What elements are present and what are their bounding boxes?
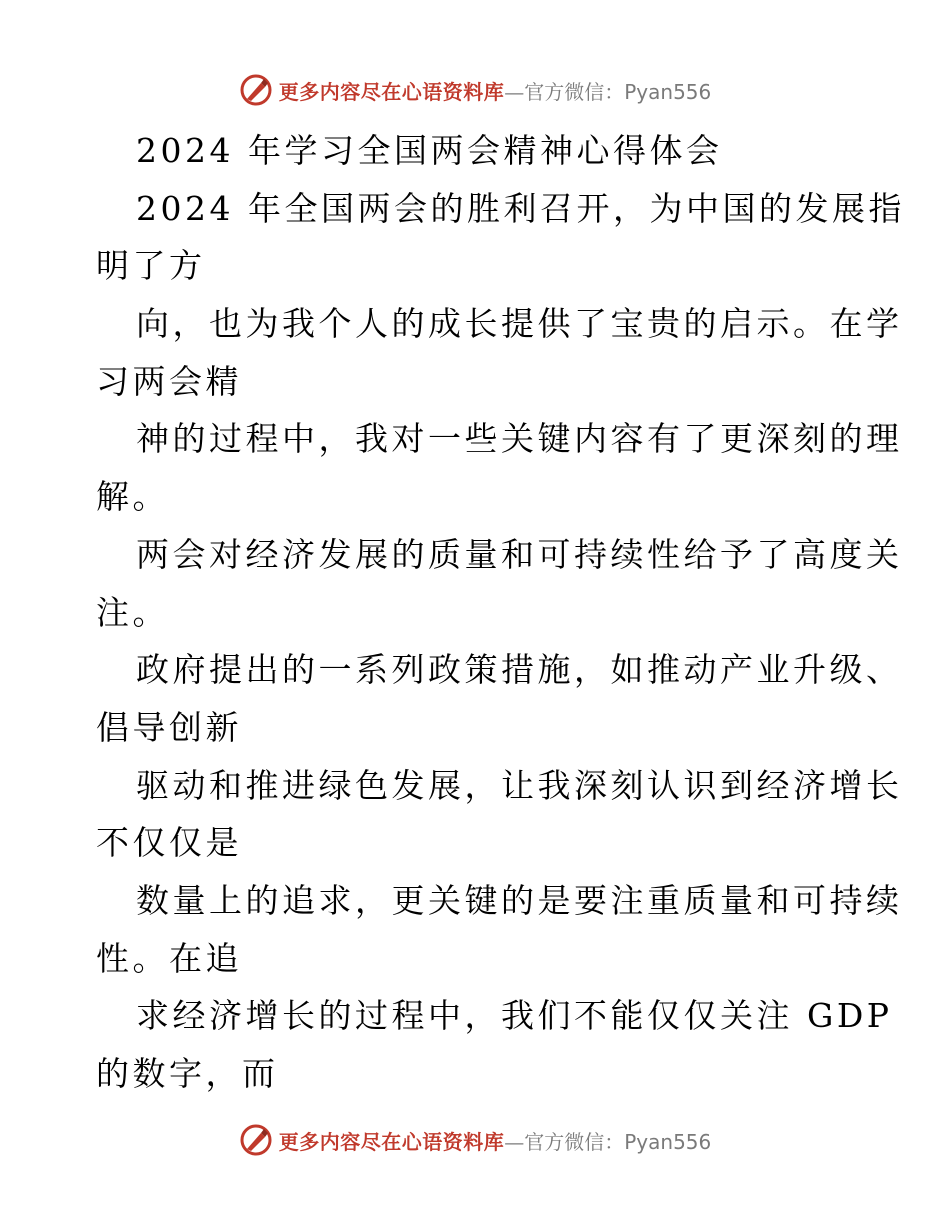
pen-logo-icon — [239, 73, 273, 107]
text-line: 数量上的追求，更关键的是要注重质量和可持续 — [136, 880, 903, 920]
text-line: 注。 — [96, 592, 169, 632]
text-line: 驱动和推进绿色发展，让我深刻认识到经济增长 — [136, 765, 903, 805]
text-line: 不仅仅是 — [96, 823, 242, 863]
text-line: 政府提出的一系列政策措施，如推动产业升级、 — [136, 650, 903, 690]
text-line: 解。 — [96, 477, 169, 517]
pen-logo-icon — [239, 1123, 273, 1157]
banner-gray-text — [504, 1126, 711, 1155]
banner-wechat-id: Pyan556 — [624, 79, 712, 104]
text-line: 2024 年学习全国两会精神心得体会 — [136, 131, 723, 170]
text-line: 向，也为我个人的成长提供了宝贵的启示。在学 — [136, 304, 903, 344]
text-line: 倡导创新 — [96, 707, 242, 747]
text-line: 2024 年全国两会的胜利召开，为中国的发展指 — [136, 188, 905, 228]
banner-red-text: 更多内容尽在心语资料库 — [278, 79, 505, 104]
banner-wechat-id: Pyan556 — [624, 1129, 712, 1154]
banner-wechat-label: —官方微信： — [504, 79, 625, 104]
text-line: 性。在追 — [96, 938, 242, 978]
text-line: 的数字，而 — [96, 1054, 279, 1093]
banner-wechat-label: —官方微信： — [504, 1129, 625, 1154]
text-line: 习两会精 — [96, 361, 242, 401]
text-line: 明了方 — [96, 246, 206, 286]
text-line: 求经济增长的过程中，我们不能仅仅关注 GDP — [136, 996, 893, 1036]
text-line: 神的过程中，我对一些关键内容有了更深刻的理 — [136, 419, 903, 459]
footer-banner — [0, 1118, 950, 1162]
document-body — [96, 122, 905, 1103]
banner-gray-text — [504, 76, 711, 105]
banner-red-text: 更多内容尽在心语资料库 — [278, 1129, 505, 1154]
text-line: 两会对经济发展的质量和可持续性给予了高度关 — [136, 534, 903, 574]
header-banner — [0, 68, 950, 112]
